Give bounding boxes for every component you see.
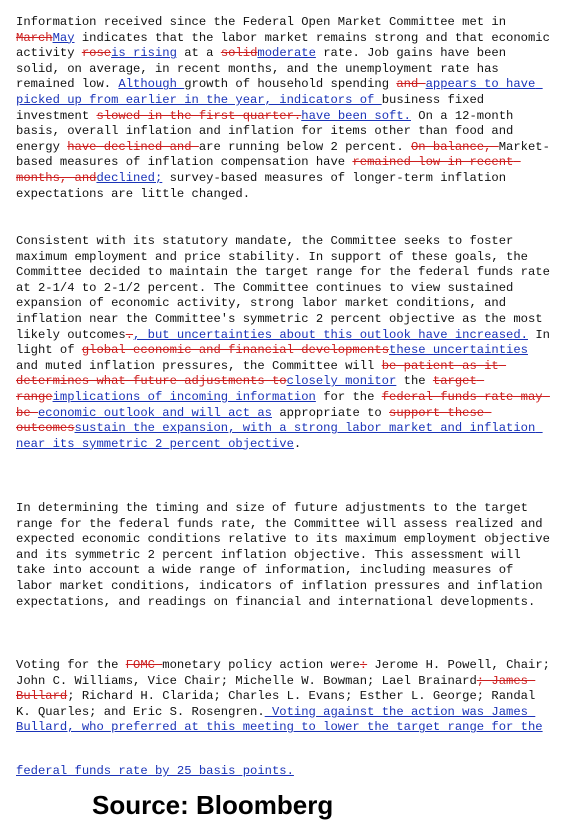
body-text: for the	[315, 389, 382, 404]
paragraph-policy-decision	[16, 234, 558, 452]
inserted-text: May	[52, 30, 75, 45]
body-text: indicates that the labor market remains strong and that economic activity	[16, 30, 558, 61]
inserted-text: have been soft.	[301, 108, 411, 123]
body-text: On a 12-month basis, overall inflation and inflation for items other than food and energy	[16, 108, 521, 154]
body-text: In determining the timing and size of future adjustments to the target range for the federal funds rate, the Committee will assess realized and expected economic conditions relative to its maximum employment objective and its symmetric 2 percent inflation objective. This assessment will take into account a wide range of information, including measures of labor market conditions, indicators of inflation pressures and inflation expectations, and readings on financial and international developments.	[16, 501, 558, 609]
deleted-text: On balance,	[410, 139, 499, 154]
body-text: Information received since the Federal Open Market Committee met in	[16, 15, 514, 29]
deleted-text: global economic and financial developments	[81, 343, 390, 358]
body-text: and muted inflation pressures, the Committee will	[16, 343, 536, 373]
inserted-text: Voting against the action was James Bullard, who preferred at this meeting to lower the target range for the	[16, 704, 543, 735]
deleted-text: .	[125, 327, 134, 342]
body-text: Voting for the	[16, 658, 126, 672]
deleted-text: rose	[81, 46, 112, 61]
body-text: ; Richard H. Clarida; Charles L. Evans; Esther L. George; Randal K. Quarles; and Eric S. Rosengren.	[16, 689, 543, 719]
inserted-text: is rising	[111, 46, 177, 61]
body-text: business fixed investment	[16, 92, 492, 123]
body-text: In light of	[16, 327, 558, 358]
body-text: at a	[176, 46, 221, 61]
inserted-text: economic outlook and will act as	[37, 405, 272, 420]
deleted-text: and	[396, 77, 426, 92]
body-text: .	[293, 436, 302, 451]
body-text: monetary policy action were	[162, 658, 360, 672]
inserted-text: closely monitor	[286, 374, 397, 389]
deleted-text: support these outcomes	[16, 405, 492, 436]
deleted-text: have declined and	[67, 139, 199, 154]
deleted-text: remained low in recent months, and	[16, 155, 521, 185]
body-text: the	[396, 374, 433, 389]
body-text: are running below 2 percent.	[198, 139, 411, 154]
inserted-text: , but uncertainties about this outlook have increased.	[133, 327, 528, 342]
deleted-text: slowed in the first quarter.	[96, 108, 302, 123]
body-text: Jerome H. Powell, Chair; John C. Williams, Vice Chair; Michelle W. Bowman; Lael Brainard	[16, 658, 558, 688]
inserted-text: implications of incoming information	[52, 389, 316, 404]
body-text: appropriate to	[272, 405, 390, 420]
deleted-text: FOMC	[125, 658, 163, 672]
inserted-text: declined;	[96, 170, 163, 185]
inserted-text: Although	[118, 77, 185, 92]
inserted-text: appears to have picked up from earlier in the year, indicators of	[16, 77, 543, 107]
body-text: Consistent with its statutory mandate, the Committee seeks to foster maximum employment and price stability. In support of these goals, the Committee decided to maintain the target range for the federal funds rate at 2-1/4 to 2-1/2 percent. The Committee continues to view sustained expansion of economic activity, strong labor market conditions, and inflation near the Committee's symmetric 2 percent objective as the most likely outcomes	[16, 234, 558, 342]
source-label: Source: Bloomberg	[92, 790, 334, 820]
body-text: Market-based measures of inflation compensation have	[16, 139, 550, 170]
inserted-text: these uncertainties	[389, 343, 528, 358]
body-text: rate. Job gains have been solid, on average, in recent months, and the unemployment rate has remained low.	[16, 46, 514, 92]
paragraph-voting	[16, 658, 558, 736]
inserted-text: sustain the expansion, with a strong labor market and inflation near its symmetric 2 percent objective	[16, 421, 543, 451]
deleted-text: federal funds rate may be	[16, 389, 550, 420]
deleted-text: ; James Bullard	[16, 673, 536, 704]
body-text: survey-based measures of longer-term inflation expectations are little changed.	[16, 170, 514, 201]
deleted-text: target range	[16, 374, 485, 404]
deleted-text: :	[359, 658, 368, 672]
deleted-text: be patient as it determines what future adjustments to	[16, 358, 507, 389]
paragraph-future-adjustments	[16, 501, 558, 610]
inserted-text: moderate	[257, 46, 316, 61]
paragraph-economic-conditions	[16, 15, 558, 202]
body-text: growth of household spending	[184, 77, 397, 92]
deleted-text: solid	[220, 46, 258, 61]
deleted-text: March	[16, 30, 53, 45]
voting-dissent-tail: federal funds rate by 25 basis points.	[16, 764, 294, 778]
